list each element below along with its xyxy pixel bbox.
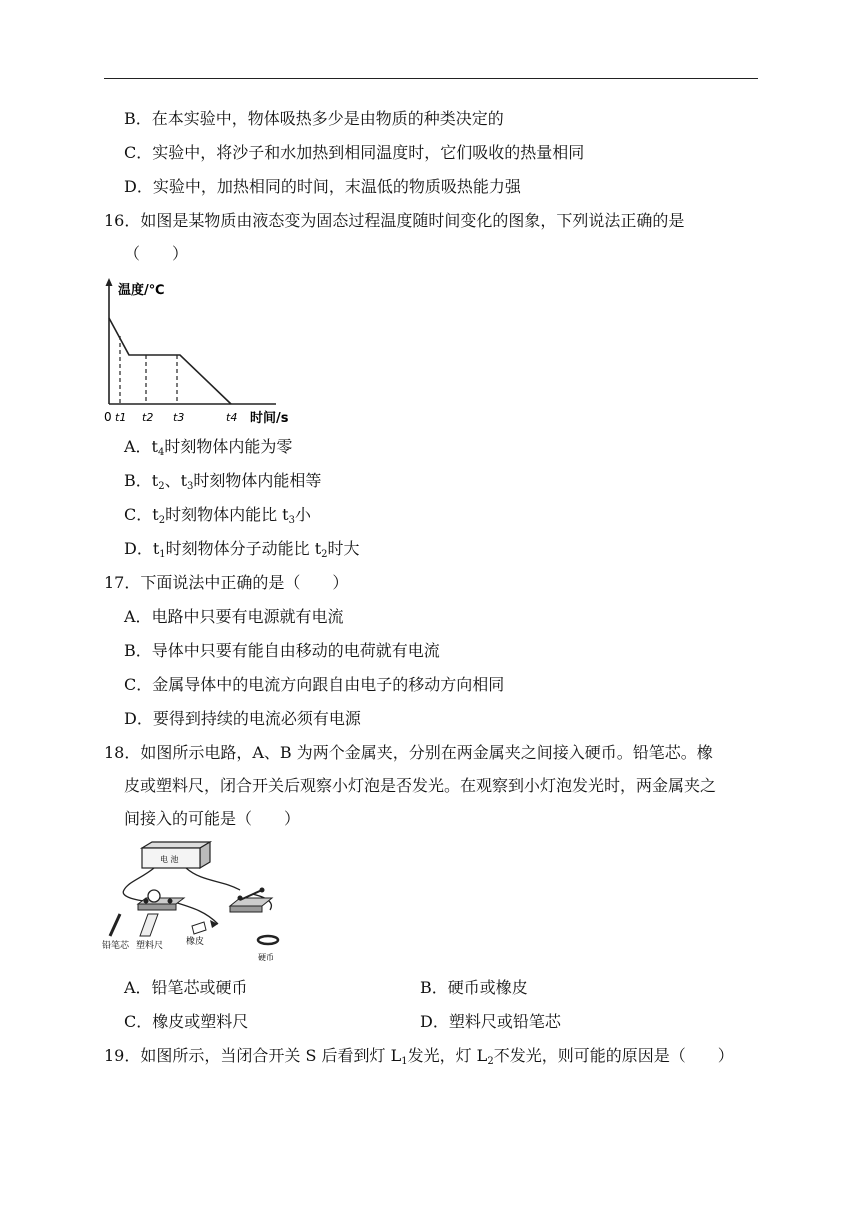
plastic-ruler [140,914,158,936]
q19-stem: 19．如图所示，当闭合开关 S 后看到灯 $L_1$发光，灯 $L_2$不发光，则可能的原因是（ ） [104,1046,734,1067]
tick-t4: t4 [226,411,238,424]
q18-stem-line2: 皮或塑料尺，闭合开关后观察小灯泡是否发光。在观察到小灯泡发光时，两金属夹之 [124,776,717,795]
eraser [192,922,206,934]
q16-option-a: A．$t_4$时刻物体内能为零 [124,437,293,458]
q17-option-a: A．电路中只要有电源就有电流 [124,607,344,626]
q16-option-d: D．$t_1$时刻物体分子动能比 $t_2$时大 [124,539,360,560]
q18-stem-line3: 间接入的可能是（ ） [124,809,301,828]
q18-option-b: B．硬币或橡皮 [420,978,528,997]
label-eraser: 橡皮 [186,937,205,947]
pencil-lead [110,914,120,936]
battery-label: 电 池 [160,855,179,864]
tick-t1: t1 [115,411,127,424]
q17-option-b: B．导体中只要有能自由移动的电荷就有电流 [124,641,440,660]
label-plastic-ruler: 塑料尺 [136,941,164,951]
q18-stem-line1: 18．如图所示电路，A、B 为两个金属夹，分别在两金属夹之间接入硬币。铅笔芯。橡 [104,743,713,762]
q16-option-b: B．$t_2$、$t_3$时刻物体内能相等 [124,471,322,492]
bulb [148,890,160,902]
q18-option-c: C．橡皮或塑料尺 [124,1012,249,1031]
origin-label: 0 [104,410,112,424]
coin [258,936,278,944]
q18-option-d: D．塑料尺或铅笔芯 [420,1012,561,1031]
q16-option-c: C．$t_2$时刻物体内能比 $t_3$小 [124,505,311,526]
x-axis-label: 时间/s [250,411,289,426]
q16-stem: 16．如图是某物质由液态变为固态过程温度随时间变化的图象，下列说法正确的是 [104,211,685,230]
q17-option-d: D．要得到持续的电流必须有电源 [124,709,361,728]
q18-option-a: A．铅笔芯或硬币 [124,978,248,997]
y-axis-label: 温度/℃ [118,283,165,298]
switch-base [230,906,262,912]
q15-option-c: C．实验中，将沙子和水加热到相同温度时，它们吸收的热量相同 [124,143,585,162]
cooling-curve-figure [100,274,290,426]
q16-blank: （ ） [124,244,189,263]
header-rule [104,78,758,79]
tick-t3: t3 [173,411,185,424]
q15-option-b: B．在本实验中，物体吸热多少是由物质的种类决定的 [124,109,504,128]
circuit-figure [102,838,284,964]
tick-t2: t2 [142,411,154,424]
q17-option-c: C．金属导体中的电流方向跟自由电子的移动方向相同 [124,675,505,694]
label-coin: 硬币 [258,953,274,962]
q17-stem: 17．下面说法中正确的是（ ） [104,573,349,592]
label-pencil-lead: 铅笔芯 [102,941,130,951]
q15-option-d: D．实验中，加热相同的时间，末温低的物质吸热能力强 [124,177,521,196]
bulb-base [138,904,176,910]
